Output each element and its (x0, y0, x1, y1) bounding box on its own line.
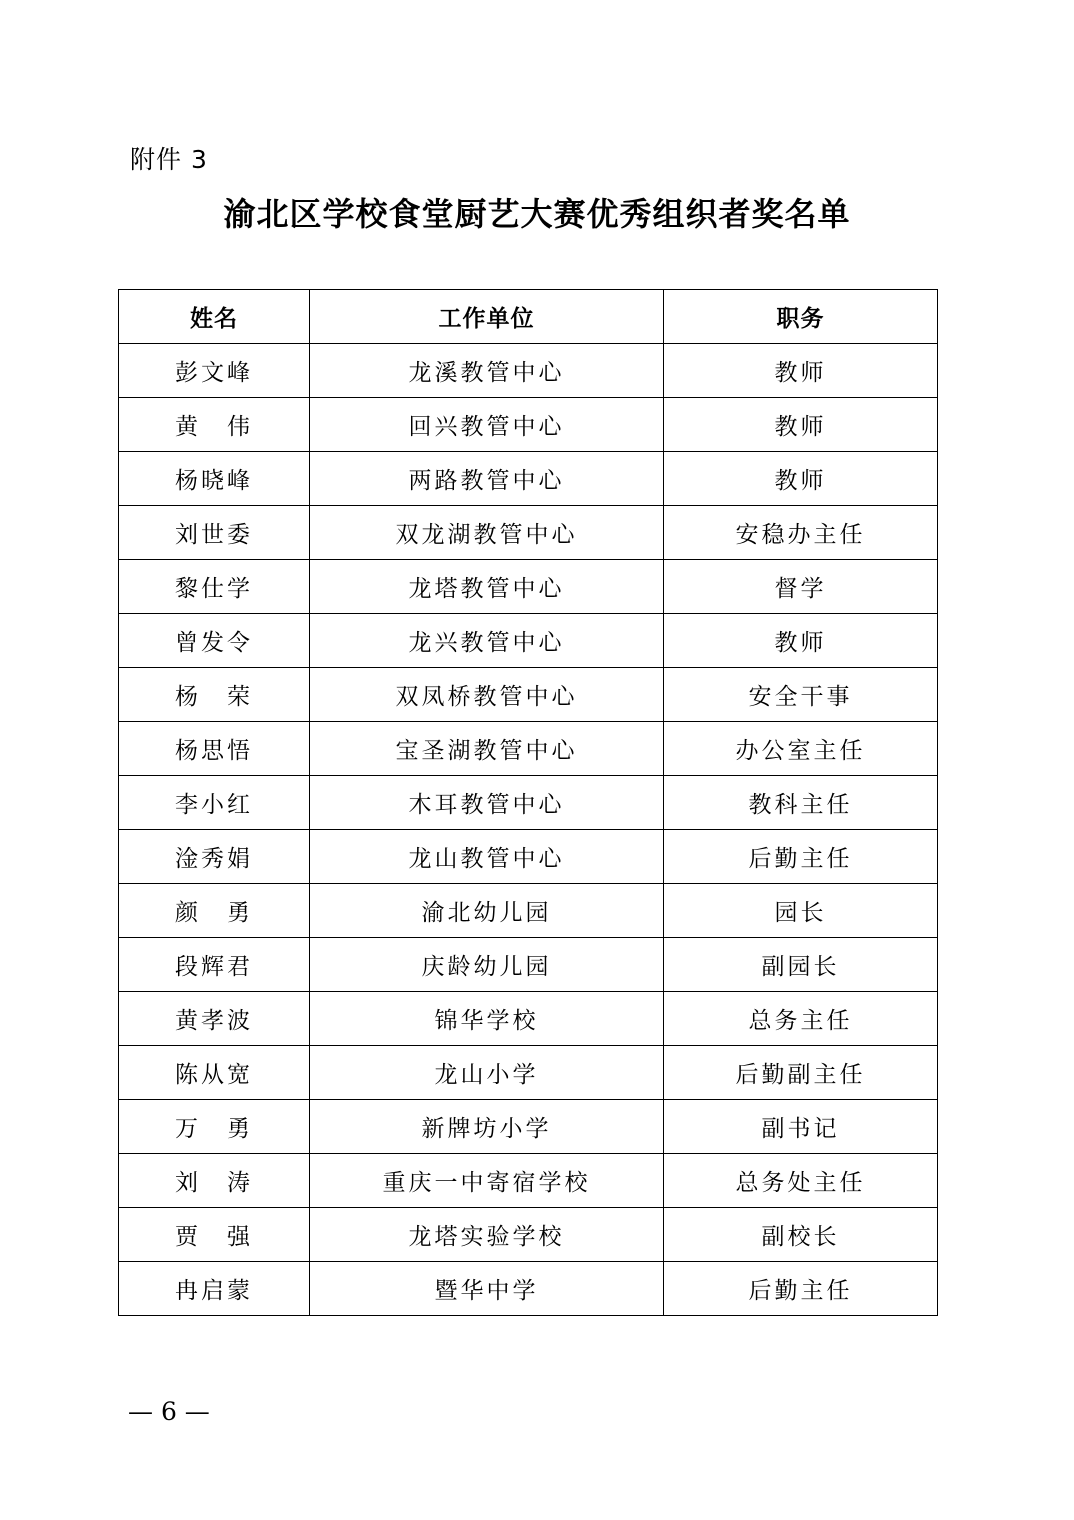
name-cell: 刘 涛 (119, 1154, 310, 1208)
work-unit-cell: 龙山教管中心 (310, 830, 664, 884)
work-unit-cell: 龙溪教管中心 (310, 344, 664, 398)
table-row (119, 992, 938, 1046)
position-cell: 督学 (664, 560, 938, 614)
table-body (119, 344, 938, 1316)
header-work-unit: 工作单位 (310, 290, 664, 344)
work-unit-cell: 双龙湖教管中心 (310, 506, 664, 560)
name-cell: 刘世委 (119, 506, 310, 560)
work-unit-cell: 木耳教管中心 (310, 776, 664, 830)
attachment-label: 附件 3 (130, 145, 208, 174)
name-cell: 杨思悟 (119, 722, 310, 776)
position-cell: 后勤主任 (664, 1262, 938, 1316)
page-number: — 6 — (128, 1397, 210, 1426)
work-unit-cell: 龙山小学 (310, 1046, 664, 1100)
table-row (119, 668, 938, 722)
header-row (119, 290, 938, 344)
name-cell: 杨 荣 (119, 668, 310, 722)
table-header (119, 290, 938, 344)
position-cell: 副书记 (664, 1100, 938, 1154)
name-cell: 陈从宽 (119, 1046, 310, 1100)
position-cell: 副校长 (664, 1208, 938, 1262)
table-row (119, 830, 938, 884)
header-name: 姓名 (119, 290, 310, 344)
award-roster-table (118, 289, 938, 1316)
name-cell: 颜 勇 (119, 884, 310, 938)
work-unit-cell: 龙塔教管中心 (310, 560, 664, 614)
position-cell: 安全干事 (664, 668, 938, 722)
table-row (119, 1046, 938, 1100)
position-cell: 园长 (664, 884, 938, 938)
name-cell: 万 勇 (119, 1100, 310, 1154)
work-unit-cell: 回兴教管中心 (310, 398, 664, 452)
name-cell: 黄 伟 (119, 398, 310, 452)
work-unit-cell: 双凤桥教管中心 (310, 668, 664, 722)
table-row (119, 938, 938, 992)
name-cell: 淦秀娟 (119, 830, 310, 884)
table-row (119, 614, 938, 668)
position-cell: 总务处主任 (664, 1154, 938, 1208)
work-unit-cell: 龙塔实验学校 (310, 1208, 664, 1262)
table-row (119, 560, 938, 614)
work-unit-cell: 两路教管中心 (310, 452, 664, 506)
table-row (119, 506, 938, 560)
work-unit-cell: 锦华学校 (310, 992, 664, 1046)
name-cell: 彭文峰 (119, 344, 310, 398)
work-unit-cell: 庆龄幼儿园 (310, 938, 664, 992)
table-row (119, 776, 938, 830)
table-row (119, 884, 938, 938)
name-cell: 杨晓峰 (119, 452, 310, 506)
name-cell: 曾发令 (119, 614, 310, 668)
table-row (119, 452, 938, 506)
position-cell: 教师 (664, 452, 938, 506)
document-title: 渝北区学校食堂厨艺大赛优秀组织者奖名单 (223, 195, 851, 233)
header-position: 职务 (664, 290, 938, 344)
name-cell: 李小红 (119, 776, 310, 830)
table-row (119, 1262, 938, 1316)
position-cell: 后勤主任 (664, 830, 938, 884)
position-cell: 后勤副主任 (664, 1046, 938, 1100)
table-row (119, 1208, 938, 1262)
work-unit-cell: 新牌坊小学 (310, 1100, 664, 1154)
name-cell: 黄孝波 (119, 992, 310, 1046)
name-cell: 贾 强 (119, 1208, 310, 1262)
table-row (119, 398, 938, 452)
position-cell: 安稳办主任 (664, 506, 938, 560)
position-cell: 总务主任 (664, 992, 938, 1046)
table-row (119, 1100, 938, 1154)
position-cell: 副园长 (664, 938, 938, 992)
name-cell: 冉启蒙 (119, 1262, 310, 1316)
work-unit-cell: 渝北幼儿园 (310, 884, 664, 938)
table-row (119, 722, 938, 776)
position-cell: 教师 (664, 344, 938, 398)
position-cell: 教师 (664, 398, 938, 452)
position-cell: 办公室主任 (664, 722, 938, 776)
work-unit-cell: 宝圣湖教管中心 (310, 722, 664, 776)
work-unit-cell: 龙兴教管中心 (310, 614, 664, 668)
position-cell: 教师 (664, 614, 938, 668)
name-cell: 黎仕学 (119, 560, 310, 614)
name-cell: 段辉君 (119, 938, 310, 992)
work-unit-cell: 暨华中学 (310, 1262, 664, 1316)
work-unit-cell: 重庆一中寄宿学校 (310, 1154, 664, 1208)
position-cell: 教科主任 (664, 776, 938, 830)
table-row (119, 344, 938, 398)
table-row (119, 1154, 938, 1208)
